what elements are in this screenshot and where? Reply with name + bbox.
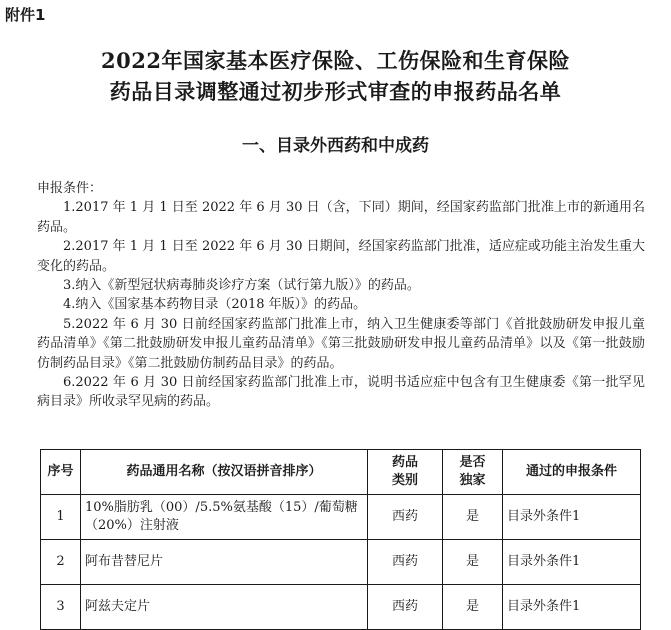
header-category <box>368 450 443 495</box>
row-number: 3 <box>41 585 81 630</box>
attachment-label: 附件1 <box>5 6 46 24</box>
header-exclusive <box>443 450 503 495</box>
row-number: 2 <box>41 540 81 585</box>
row-drug-name: 10%脂肪乳（00）/5.5%氨基酸（15）/葡萄糖（20%）注射液 <box>81 495 368 540</box>
document-title-line-1: 2022年国家基本医疗保险、工伤保险和生育保险 <box>101 48 570 73</box>
table-row <box>41 495 641 540</box>
header-drug-name: 药品通用名称（按汉语拼音排序） <box>81 450 368 495</box>
header-number: 序号 <box>41 450 81 495</box>
header-category-line-1: 药品 <box>391 455 418 470</box>
row-exclusive: 是 <box>443 585 503 630</box>
row-category: 西药 <box>368 585 443 630</box>
row-condition: 目录外条件1 <box>503 540 641 585</box>
conditions-intro: 申报条件： <box>37 181 103 196</box>
condition-item-1: 1.2017 年 1 月 1 日至 2022 年 6 月 30 日（含，下同）期间，经国家药监部门批准上市的新通用名药品。 <box>37 200 645 235</box>
row-drug-name: 阿布昔替尼片 <box>81 540 368 585</box>
drug-list-table <box>40 449 641 630</box>
header-exclusive-line-1: 是否 <box>459 455 486 470</box>
row-condition: 目录外条件1 <box>503 495 641 540</box>
row-exclusive: 是 <box>443 495 503 540</box>
application-conditions <box>37 179 645 412</box>
document-title-line-2: 药品目录调整通过初步形式审查的申报药品名单 <box>109 79 562 104</box>
condition-item-4: 4.纳入《国家基本药物目录（2018 年版）》的药品。 <box>63 297 367 313</box>
row-exclusive: 是 <box>443 540 503 585</box>
condition-item-6: 6.2022 年 6 月 30 日前经国家药监部门批准上市，说明书适应症中包含有卫生健康委《第一批罕见病目录》所收录罕见病的药品。 <box>37 375 645 410</box>
row-drug-name: 阿兹夫定片 <box>81 585 368 630</box>
condition-item-2: 2.2017 年 1 月 1 日至 2022 年 6 月 30 日期间，经国家药监部门批准，适应症或功能主治发生重大变化的药品。 <box>37 239 645 274</box>
section-heading: 一、目录外西药和中成药 <box>242 136 429 156</box>
table-header-row <box>41 450 641 495</box>
row-category: 西药 <box>368 495 443 540</box>
row-number: 1 <box>41 495 81 540</box>
condition-item-3: 3.纳入《新型冠状病毒肺炎诊疗方案（试行第九版）》的药品。 <box>63 278 420 294</box>
header-category-line-2: 类别 <box>391 473 418 488</box>
condition-item-5: 5.2022 年 6 月 30 日前经国家药监部门批准上市，纳入卫生健康委等部门《首批鼓励研发申报儿童药品清单》《第二批鼓励研发申报儿童药品清单》《第三批鼓励研发申报儿童药品清单》以及《第一批鼓励仿制药品目录》《第二批鼓励仿制药品目录》的药品。 <box>37 316 645 371</box>
header-exclusive-line-2: 独家 <box>459 473 486 488</box>
row-category: 西药 <box>368 540 443 585</box>
header-condition: 通过的申报条件 <box>503 450 641 495</box>
table-row <box>41 540 641 585</box>
row-condition: 目录外条件1 <box>503 585 641 630</box>
